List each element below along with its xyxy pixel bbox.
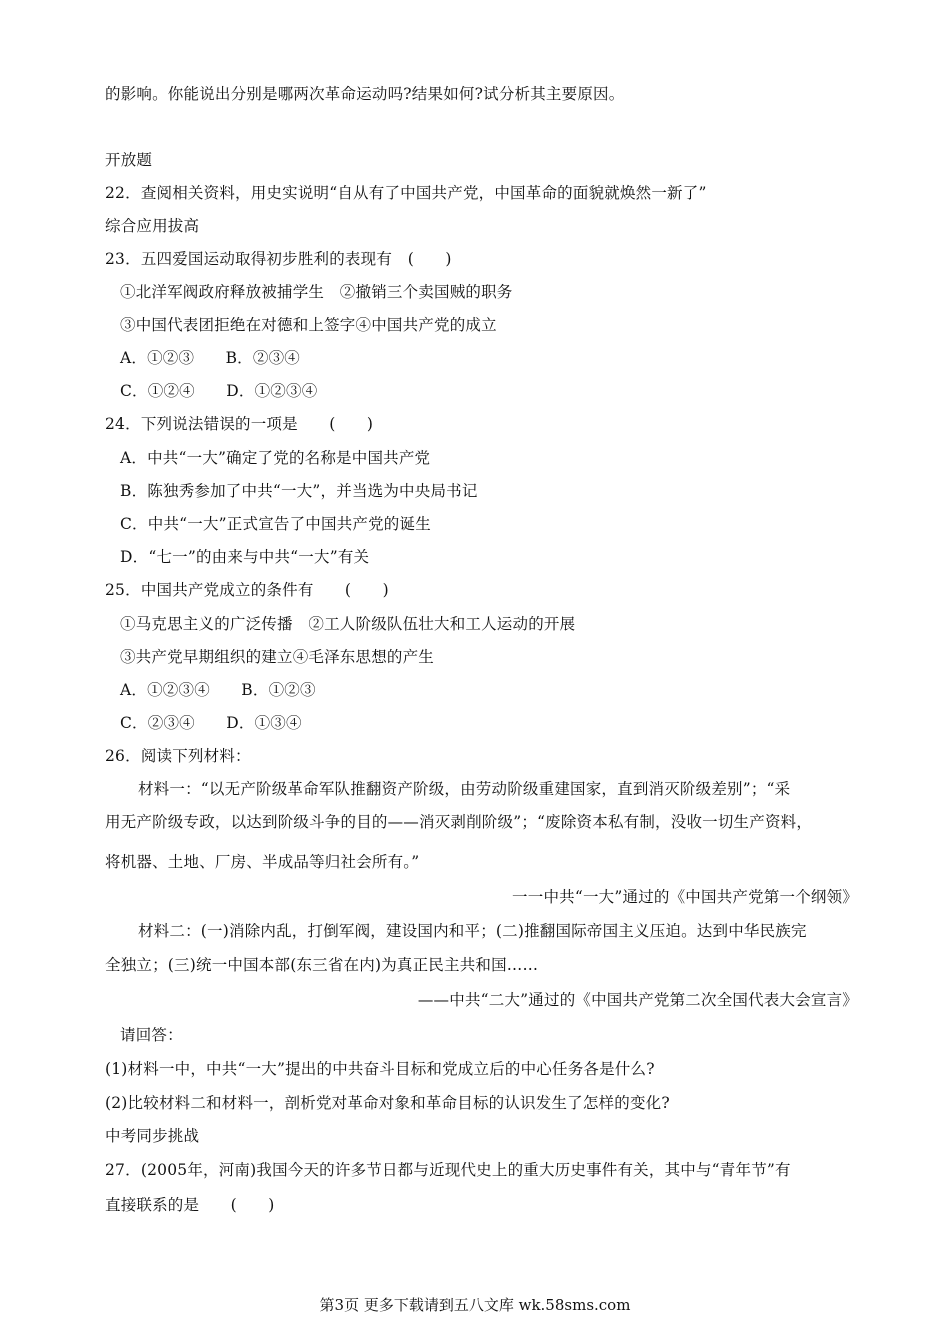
sub-question: (2)比较材料二和材料一，剖析党对革命对象和革命目标的认识发生了怎样的变化?: [105, 1094, 670, 1112]
material-text: 全独立；(三)统一中国本部(东三省在内)为真正民主共和国……: [105, 956, 539, 974]
answer-choices: A．①②③④ B．①②③: [120, 681, 316, 699]
answer-choices: A．①②③ B．②③④: [120, 349, 300, 367]
answer-choice: A．中共“一大”确定了党的名称是中国共产党: [120, 449, 431, 467]
material-source: 一一中共“一大”通过的《中国共产党第一个纲领》: [512, 888, 858, 906]
text-line: 的影响。你能说出分别是哪两次革命运动吗?结果如何?试分析其主要原因。: [105, 85, 625, 103]
question-23: 23．五四爱国运动取得初步胜利的表现有 ( ): [105, 250, 452, 268]
question-27-continued: 直接联系的是 ( ): [105, 1196, 275, 1214]
answer-choices: C．②③④ D．①③④: [120, 714, 302, 732]
option-line: ③中国代表团拒绝在对德和上签字④中国共产党的成立: [120, 316, 497, 334]
answer-choice: B．陈独秀参加了中共“一大”，并当选为中央局书记: [120, 482, 478, 500]
answer-choice: D．“七一”的由来与中共“一大”有关: [120, 548, 370, 566]
material-text: 用无产阶级专政，以达到阶级斗争的目的——消灭剥削阶级”；“废除资本私有制，没收一切生产资料，: [105, 813, 813, 831]
material-text: 材料二：(一)消除内乱，打倒军阀，建设国内和平；(二)推翻国际帝国主义压迫。达到中华民族完: [138, 922, 807, 940]
option-line: ①北洋军阀政府释放被捕学生 ②撤销三个卖国贼的职务: [120, 283, 513, 301]
material-text: 材料一：“以无产阶级革命军队推翻资产阶级，由劳动阶级重建国家，直到消灭阶级差别”；“采: [138, 780, 791, 798]
question-25: 25．中国共产党成立的条件有 ( ): [105, 581, 389, 599]
section-heading: 综合应用拔高: [105, 217, 200, 235]
question-26: 26．阅读下列材料：: [105, 747, 251, 765]
answer-choices: C．①②④ D．①②③④: [120, 382, 318, 400]
page-footer: 第3页 更多下载请到五八文库 wk.58sms.com: [319, 1296, 631, 1314]
material-text: 将机器、土地、厂房、半成品等归社会所有。”: [105, 853, 420, 871]
material-source: ——中共“二大”通过的《中国共产党第二次全国代表大会宣言》: [417, 991, 858, 1009]
question-24: 24．下列说法错误的一项是 ( ): [105, 415, 374, 433]
section-heading: 中考同步挑战: [105, 1127, 200, 1145]
answer-choice: C．中共“一大”正式宣告了中国共产党的诞生: [120, 515, 431, 533]
option-line: ①马克思主义的广泛传播 ②工人阶级队伍壮大和工人运动的开展: [120, 615, 576, 633]
question-22: 22．查阅相关资料，用史实说明“自从有了中国共产党，中国革命的面貌就焕然一新了”: [105, 184, 707, 202]
section-heading: 开放题: [105, 151, 153, 169]
sub-question: (1)材料一中，中共“一大”提出的中共奋斗目标和党成立后的中心任务各是什么?: [105, 1060, 655, 1078]
option-line: ③共产党早期组织的建立④毛泽东思想的产生: [120, 648, 435, 666]
question-27: 27．(2005年，河南)我国今天的许多节日都与近现代史上的重大历史事件有关，其中与“青年节”有: [105, 1161, 791, 1179]
prompt-label: 请回答：: [120, 1026, 183, 1044]
